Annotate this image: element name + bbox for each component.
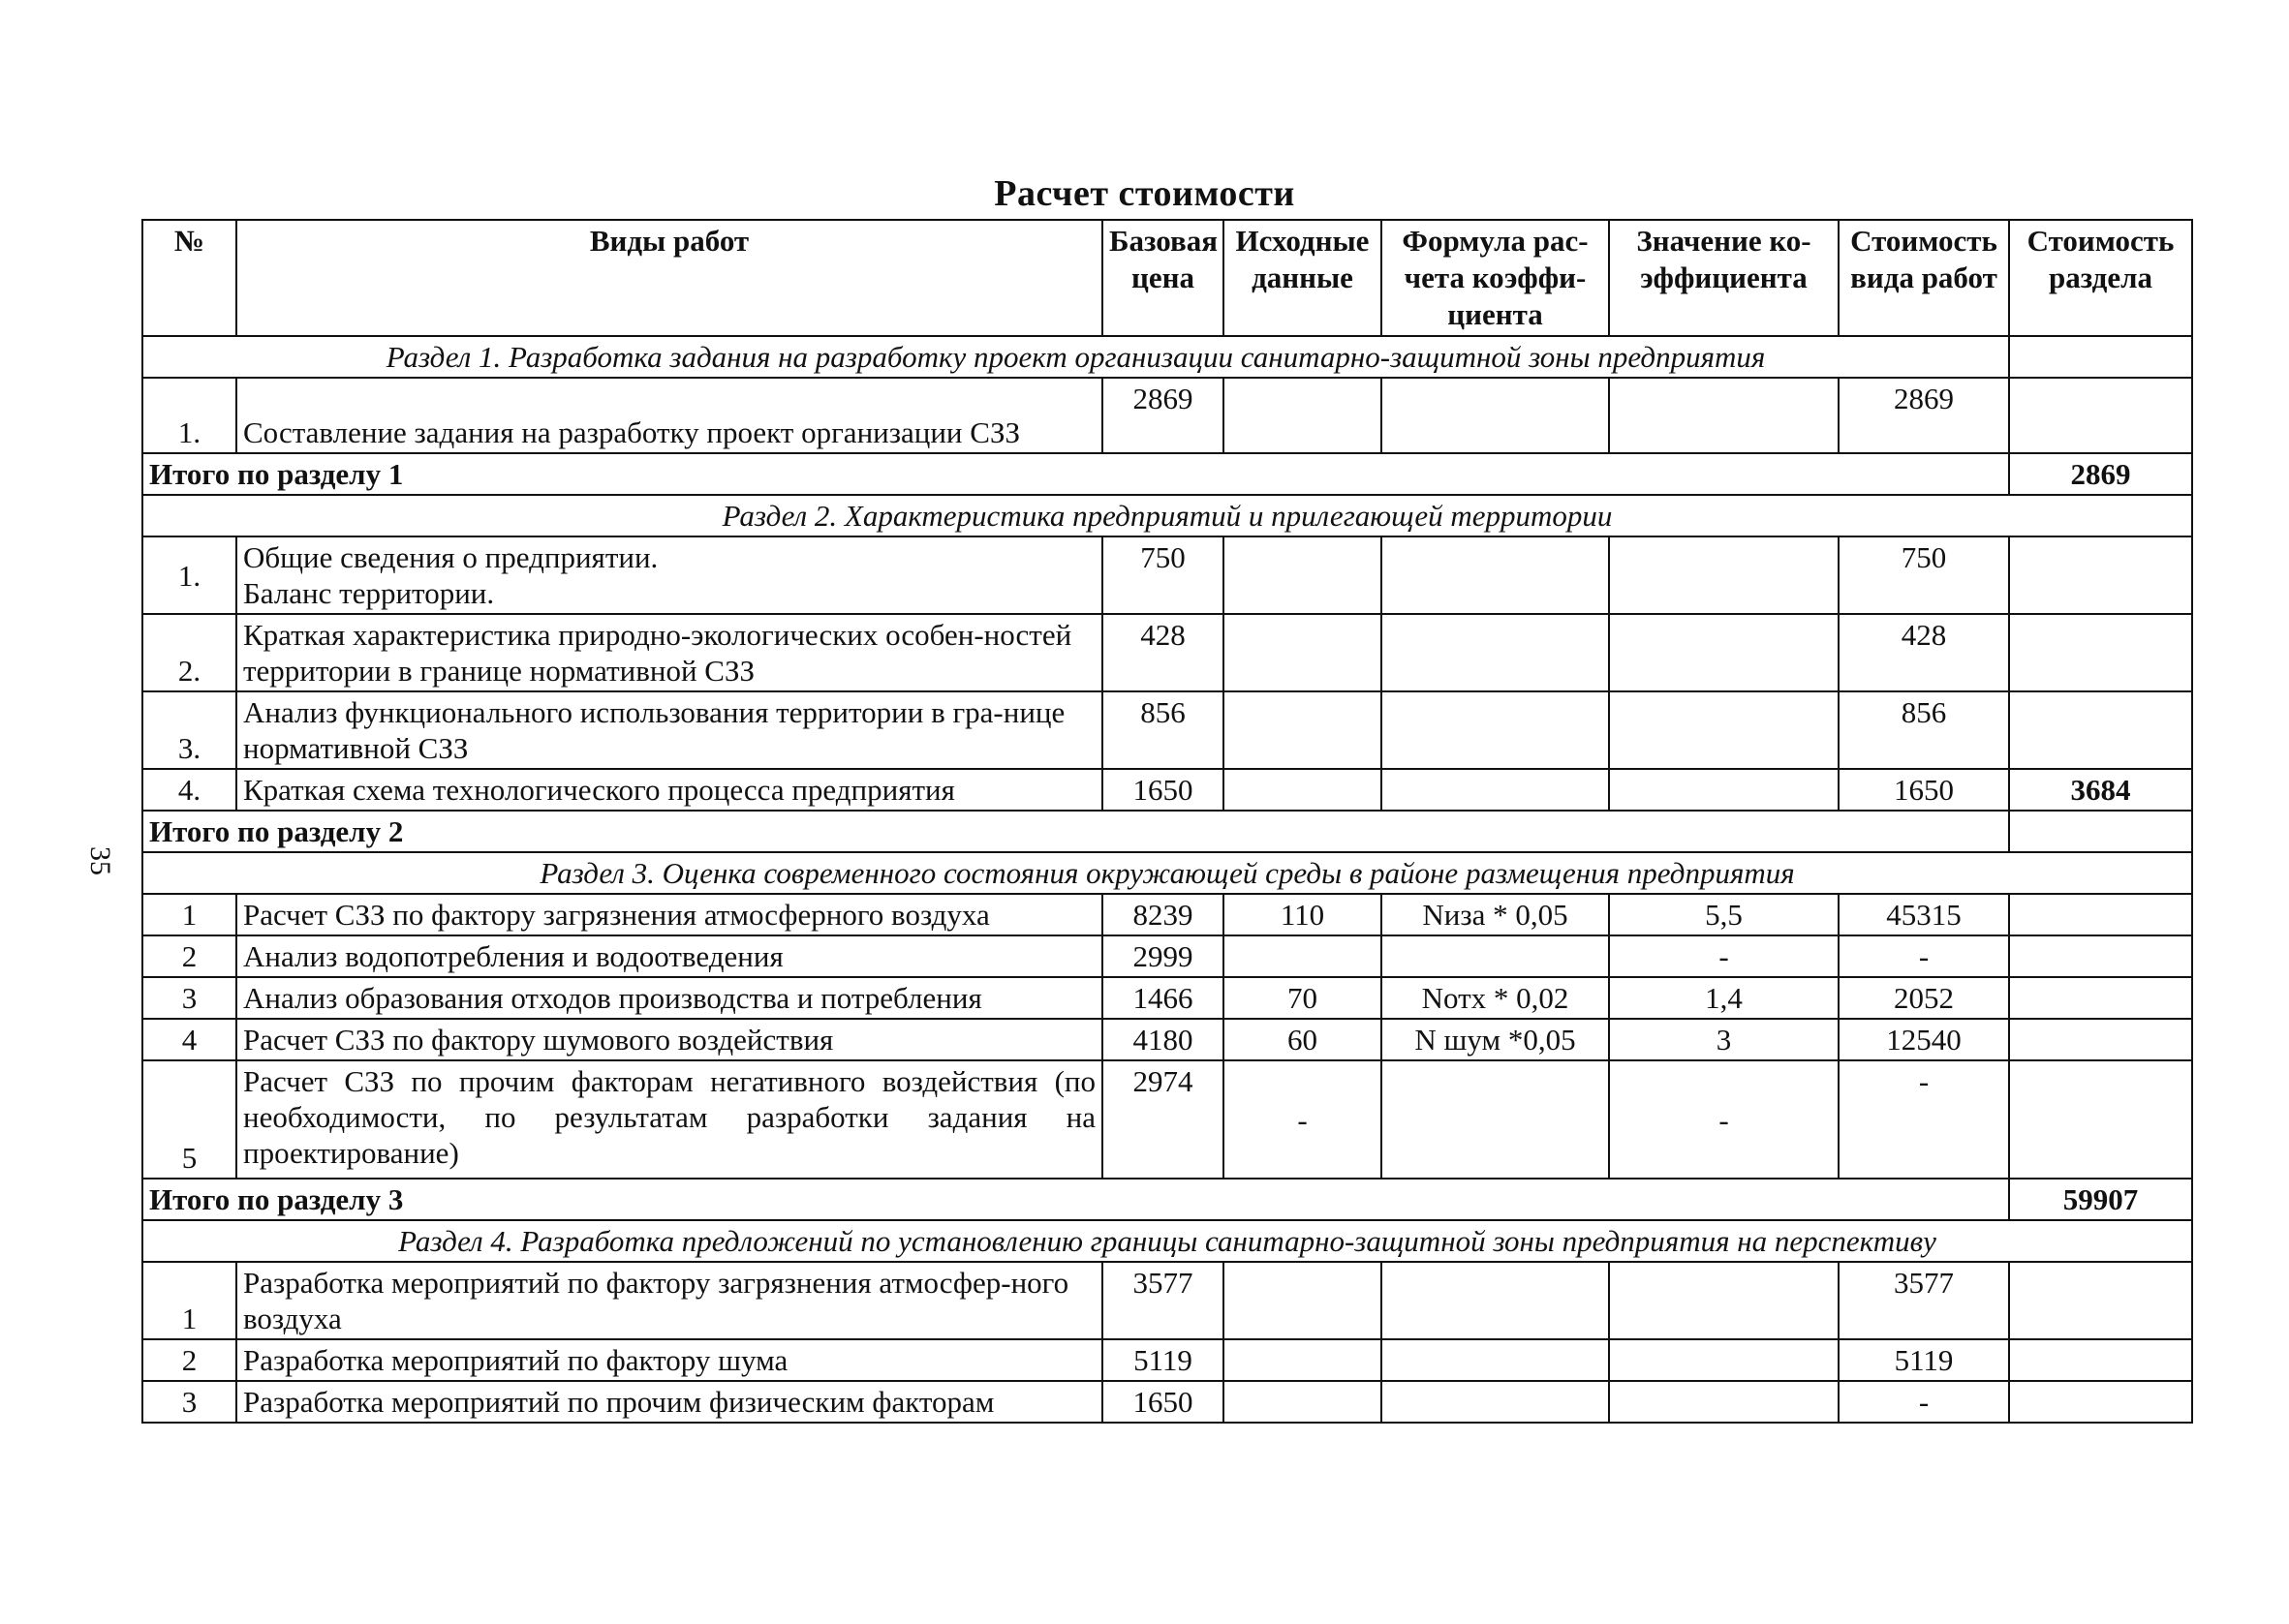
- section-total-value: [2009, 811, 2192, 852]
- row-base: 1466: [1102, 977, 1223, 1019]
- section-total-label: Итого по разделу 3: [142, 1179, 2009, 1220]
- row-source: [1223, 1262, 1381, 1339]
- row-base: 2999: [1102, 935, 1223, 977]
- header-work: Виды работ: [236, 220, 1102, 336]
- row-formula: [1381, 536, 1609, 614]
- row-formula: [1381, 691, 1609, 769]
- row-source: [1223, 536, 1381, 614]
- row-source: [1223, 614, 1381, 691]
- table-row: [142, 1381, 2192, 1423]
- row-section-cost: [2009, 894, 2192, 935]
- row-formula: [1381, 614, 1609, 691]
- row-cost: 3577: [1839, 1262, 2009, 1339]
- row-section-cost: [2009, 977, 2192, 1019]
- row-base: 1650: [1102, 1381, 1223, 1423]
- section-total-row: [142, 453, 2192, 495]
- row-formula: [1381, 1262, 1609, 1339]
- row-source: [1223, 691, 1381, 769]
- row-coef: [1609, 1339, 1839, 1381]
- row-base: 2869: [1102, 378, 1223, 453]
- row-cost: 428: [1839, 614, 2009, 691]
- row-work: Краткая схема технологического процесса предприятия: [236, 769, 1102, 811]
- section-title: Раздел 1. Разработка задания на разработку проект организации санитарно-защитной зоны предприятия: [142, 336, 2009, 378]
- row-num: 4: [142, 1019, 236, 1060]
- header-work-cost: Стоимость вида работ: [1839, 220, 2009, 336]
- header-formula: Формула рас-чета коэффи-циента: [1381, 220, 1609, 336]
- row-num: 3: [142, 977, 236, 1019]
- row-base: 1650: [1102, 769, 1223, 811]
- row-cost: 45315: [1839, 894, 2009, 935]
- row-source: [1223, 1339, 1381, 1381]
- row-base: 8239: [1102, 894, 1223, 935]
- section-total-value: 59907: [2009, 1179, 2192, 1220]
- row-source: [1223, 378, 1381, 453]
- row-source: -: [1223, 1060, 1381, 1179]
- table-row: [142, 536, 2192, 614]
- section-title: Раздел 2. Характеристика предприятий и прилегающей территории: [142, 495, 2192, 536]
- table-row: [142, 769, 2192, 811]
- row-cost: -: [1839, 1060, 2009, 1179]
- row-coef: [1609, 1381, 1839, 1423]
- section-title-row: [142, 852, 2192, 894]
- row-cost: 2869: [1839, 378, 2009, 453]
- row-cost: 1650: [1839, 769, 2009, 811]
- row-work: Разработка мероприятий по фактору шума: [236, 1339, 1102, 1381]
- row-coef: [1609, 769, 1839, 811]
- row-work: Анализ образования отходов производства и потребления: [236, 977, 1102, 1019]
- row-section-cost: [2009, 536, 2192, 614]
- row-cost: 856: [1839, 691, 2009, 769]
- table-row: [142, 935, 2192, 977]
- row-work: Разработка мероприятий по прочим физическим факторам: [236, 1381, 1102, 1423]
- table-row: [142, 1339, 2192, 1381]
- row-cost: 12540: [1839, 1019, 2009, 1060]
- row-coef: 1,4: [1609, 977, 1839, 1019]
- section-total-label: Итого по разделу 1: [142, 453, 2009, 495]
- row-work: Расчет СЗЗ по прочим факторам негативного воздействия (по необходимости, по результатам разработки задания на проектирование): [236, 1060, 1102, 1179]
- row-section-cost: [2009, 1060, 2192, 1179]
- page-title: Расчет стоимости: [994, 173, 1295, 214]
- row-formula: [1381, 1381, 1609, 1423]
- row-cost: 5119: [1839, 1339, 2009, 1381]
- row-work: Анализ функционального использования территории в гра-нице нормативной СЗЗ: [236, 691, 1102, 769]
- row-num: 2.: [142, 614, 236, 691]
- header-source-data: Исходные данные: [1223, 220, 1381, 336]
- row-source: 110: [1223, 894, 1381, 935]
- section-title-row: [142, 495, 2192, 536]
- table-row: [142, 378, 2192, 453]
- row-coef: [1609, 614, 1839, 691]
- row-work: [236, 536, 1102, 614]
- row-num: 1.: [142, 536, 236, 614]
- row-base: 750: [1102, 536, 1223, 614]
- table-row: [142, 977, 2192, 1019]
- table-header-row: [142, 220, 2192, 336]
- row-formula: [1381, 378, 1609, 453]
- row-work-line: Общие сведения о предприятии.: [243, 540, 659, 574]
- row-formula: Nотх * 0,02: [1381, 977, 1609, 1019]
- row-num: 2: [142, 935, 236, 977]
- header-coefficient: Значение ко-эффициента: [1609, 220, 1839, 336]
- row-formula: [1381, 1060, 1609, 1179]
- row-base: 428: [1102, 614, 1223, 691]
- row-num: 3: [142, 1381, 236, 1423]
- row-num: 2: [142, 1339, 236, 1381]
- row-cost: 2052: [1839, 977, 2009, 1019]
- row-num: 1: [142, 894, 236, 935]
- section-title: Раздел 4. Разработка предложений по установлению границы санитарно-защитной зоны предприятия на перспективу: [142, 1220, 2192, 1262]
- row-coef: [1609, 378, 1839, 453]
- row-num: 4.: [142, 769, 236, 811]
- row-section-cost: [2009, 935, 2192, 977]
- row-section-cost: [2009, 614, 2192, 691]
- row-coef: 3: [1609, 1019, 1839, 1060]
- row-source: 70: [1223, 977, 1381, 1019]
- row-base: 5119: [1102, 1339, 1223, 1381]
- header-section-cost: Стоимость раздела: [2009, 220, 2192, 336]
- table-row: [142, 614, 2192, 691]
- section-total-value: 2869: [2009, 453, 2192, 495]
- row-formula: N шум *0,05: [1381, 1019, 1609, 1060]
- row-work: Расчет СЗЗ по фактору загрязнения атмосферного воздуха: [236, 894, 1102, 935]
- row-coef: [1609, 691, 1839, 769]
- table-row: [142, 894, 2192, 935]
- row-section-cost: [2009, 1262, 2192, 1339]
- table-row: [142, 1060, 2192, 1179]
- row-num: 5: [142, 1060, 236, 1179]
- row-work: Анализ водопотребления и водоотведения: [236, 935, 1102, 977]
- row-formula: [1381, 935, 1609, 977]
- row-source: [1223, 935, 1381, 977]
- row-coef: -: [1609, 1060, 1839, 1179]
- row-coef: [1609, 536, 1839, 614]
- row-base: 3577: [1102, 1262, 1223, 1339]
- row-num: 3.: [142, 691, 236, 769]
- section-title-row: [142, 1220, 2192, 1262]
- row-coef: 5,5: [1609, 894, 1839, 935]
- row-work-line: Баланс территории.: [243, 576, 495, 610]
- row-num: 1: [142, 1262, 236, 1339]
- row-section-cost: [2009, 378, 2192, 453]
- row-source: [1223, 1381, 1381, 1423]
- row-base: 856: [1102, 691, 1223, 769]
- section-total-row: [142, 811, 2192, 852]
- section-title-row: [142, 336, 2192, 378]
- row-cost: 750: [1839, 536, 2009, 614]
- row-formula: [1381, 769, 1609, 811]
- header-base-price: Базовая цена: [1102, 220, 1223, 336]
- row-work: Расчет СЗЗ по фактору шумового воздействия: [236, 1019, 1102, 1060]
- section-total-label: Итого по разделу 2: [142, 811, 2009, 852]
- row-base: 2974: [1102, 1060, 1223, 1179]
- table-row: [142, 691, 2192, 769]
- row-work: Разработка мероприятий по фактору загрязнения атмосфер-ного воздуха: [236, 1262, 1102, 1339]
- row-coef: [1609, 1262, 1839, 1339]
- cost-table: [141, 219, 2193, 1424]
- row-formula: Nиза * 0,05: [1381, 894, 1609, 935]
- row-source: [1223, 769, 1381, 811]
- row-work: Краткая характеристика природно-экологических особен-ностей территории в границе нормативной СЗЗ: [236, 614, 1102, 691]
- row-coef: -: [1609, 935, 1839, 977]
- row-base: 4180: [1102, 1019, 1223, 1060]
- row-section-cost: [2009, 1339, 2192, 1381]
- row-formula: [1381, 1339, 1609, 1381]
- row-section-cost: 3684: [2009, 769, 2192, 811]
- table-row: [142, 1262, 2192, 1339]
- row-cost: -: [1839, 935, 2009, 977]
- section-title: Раздел 3. Оценка современного состояния окружающей среды в районе размещения предприятия: [142, 852, 2192, 894]
- row-num: 1.: [142, 378, 236, 453]
- table-row: [142, 1019, 2192, 1060]
- row-section-cost: [2009, 1381, 2192, 1423]
- row-section-cost: [2009, 1019, 2192, 1060]
- header-num: №: [142, 220, 236, 336]
- row-work: Составление задания на разработку проект организации СЗЗ: [236, 378, 1102, 453]
- page-number: 35: [84, 846, 116, 875]
- row-section-cost: [2009, 691, 2192, 769]
- row-source: 60: [1223, 1019, 1381, 1060]
- row-cost: -: [1839, 1381, 2009, 1423]
- section-total-row: [142, 1179, 2192, 1220]
